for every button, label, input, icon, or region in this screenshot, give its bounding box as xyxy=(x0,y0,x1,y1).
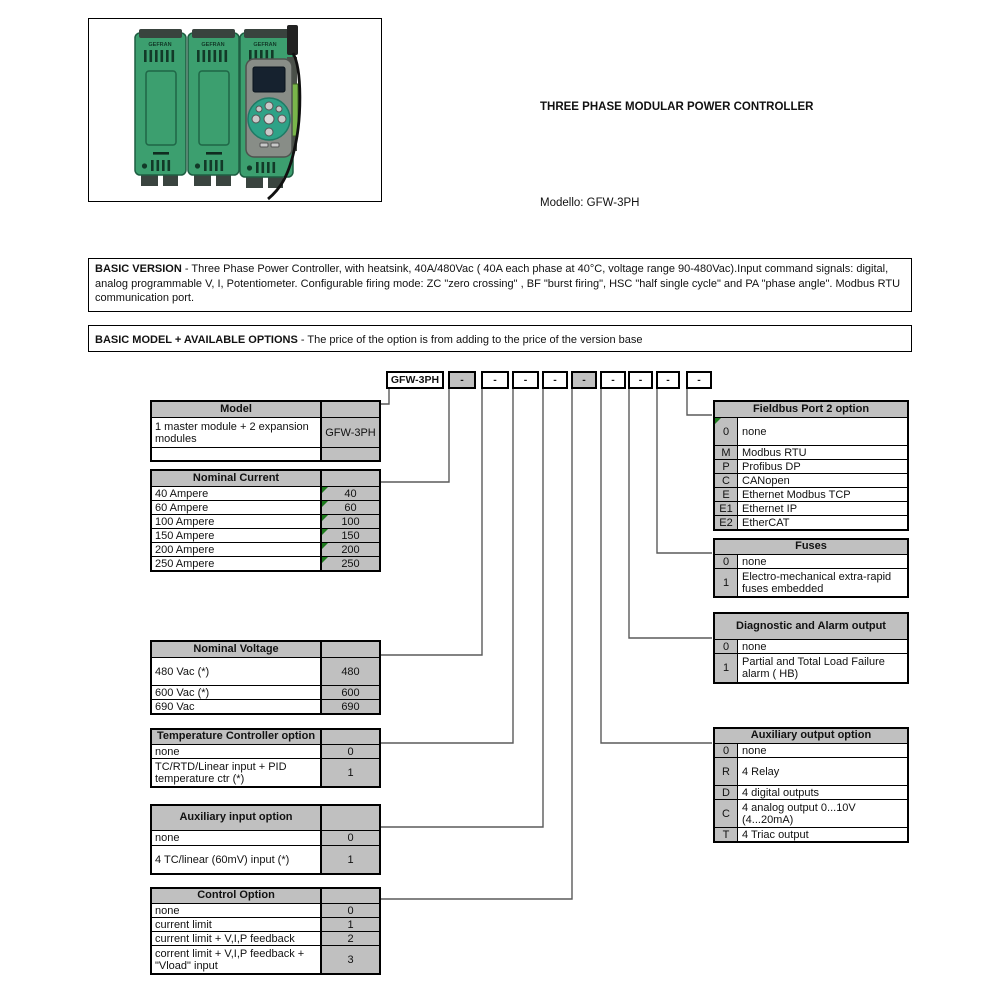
option-label: current limit + V,I,P feedback xyxy=(152,932,322,945)
option-code xyxy=(715,474,738,487)
option-code xyxy=(715,502,738,515)
option-code xyxy=(715,828,738,841)
option-code-text: D xyxy=(722,786,730,799)
code-segment-box-3: - xyxy=(512,371,539,389)
table-header: Diagnostic and Alarm output xyxy=(715,614,907,639)
table-header: Auxiliary input option xyxy=(152,806,322,830)
option-code-text: T xyxy=(722,828,730,841)
option-code-text: 0 xyxy=(347,832,354,844)
table-header: Control Option xyxy=(152,889,322,903)
option-code-text: GFW-3PH xyxy=(325,426,376,439)
option-label: none xyxy=(152,904,322,917)
option-label: none xyxy=(152,745,322,758)
option-label: current limit xyxy=(152,918,322,931)
option-code-text: 1 xyxy=(722,662,730,674)
option-code xyxy=(715,418,738,445)
option-code xyxy=(322,759,379,786)
option-code-text: E1 xyxy=(719,502,733,515)
header-value-cell xyxy=(322,642,379,657)
header-value-cell xyxy=(322,402,379,417)
table-row xyxy=(715,515,907,529)
table-row xyxy=(715,639,907,653)
model-label: Modello: GFW-3PH xyxy=(540,197,640,209)
option-code-text: 200 xyxy=(341,543,360,556)
option-code-text: 0 xyxy=(347,745,354,758)
code-segment-box-7: - xyxy=(628,371,653,389)
table-row xyxy=(152,699,379,713)
option-code xyxy=(322,543,379,556)
option-code xyxy=(322,831,379,845)
table-row xyxy=(152,417,379,447)
option-code-text: 1 xyxy=(347,918,354,931)
option-label: Profibus DP xyxy=(738,460,907,473)
option-label: EtherCAT xyxy=(738,516,907,529)
basic-version-text: - Three Phase Power Controller, with heatsink, 40A/480Vac ( 40A each phase at 40°C, voltage range 90-480Vac).Input command signals: digital, analog programmable V, I, Potentiometer. Configurable firing mode: ZC "zero crossing" , BF "burst firing", HSC "half single cycle" and PA "phase angle". Modbus RTU communication port. xyxy=(95,263,901,304)
table-row xyxy=(715,487,907,501)
option-label: none xyxy=(738,418,907,445)
product-photo xyxy=(89,19,383,203)
auxiliary-input-table xyxy=(150,804,381,875)
option-code xyxy=(715,569,738,596)
table-row xyxy=(152,931,379,945)
table-header: Auxiliary output option xyxy=(715,729,907,743)
option-code-text: 0 xyxy=(722,640,730,653)
table-row xyxy=(715,445,907,459)
option-label: none xyxy=(738,640,907,653)
option-code xyxy=(322,557,379,570)
option-code xyxy=(715,758,738,785)
table-row xyxy=(152,556,379,570)
code-segment-box-4: - xyxy=(542,371,568,389)
table-row xyxy=(152,528,379,542)
basic-model-heading: BASIC MODEL + AVAILABLE OPTIONS xyxy=(95,334,298,346)
code-segment-box-1: - xyxy=(448,371,476,389)
option-code xyxy=(715,640,738,653)
option-code xyxy=(322,946,379,973)
option-code xyxy=(322,745,379,758)
option-code xyxy=(715,555,738,568)
option-label: 600 Vac (*) xyxy=(152,686,322,699)
option-code xyxy=(322,918,379,931)
option-code-text: 1 xyxy=(347,766,354,779)
option-code-text: 1 xyxy=(347,853,354,866)
diagnostic-alarm-table xyxy=(713,612,909,684)
basic-version-heading: BASIC VERSION xyxy=(95,263,182,275)
option-code xyxy=(715,800,738,827)
option-code xyxy=(322,700,379,713)
fieldbus-port2-table xyxy=(713,400,909,531)
option-code-text: E2 xyxy=(719,516,733,529)
option-code xyxy=(322,515,379,528)
option-code xyxy=(322,487,379,500)
option-label: none xyxy=(738,744,907,757)
option-code xyxy=(715,460,738,473)
basic-model-text: - The price of the option is from adding to the price of the version base xyxy=(297,334,643,346)
option-label: Partial and Total Load Failure alarm ( HB) xyxy=(738,654,907,682)
table-header: Fuses xyxy=(715,540,907,554)
basic-version-description xyxy=(88,258,912,312)
option-code xyxy=(322,846,379,873)
option-label: none xyxy=(152,831,322,845)
option-label: 150 Ampere xyxy=(152,529,322,542)
option-code xyxy=(322,501,379,514)
option-code-text: 2 xyxy=(347,932,354,945)
option-label: CANopen xyxy=(738,474,907,487)
table-row xyxy=(715,501,907,515)
option-label: Ethernet IP xyxy=(738,502,907,515)
option-code xyxy=(715,786,738,799)
option-code-text: 60 xyxy=(344,501,357,514)
option-code xyxy=(322,448,379,460)
option-code xyxy=(715,744,738,757)
handheld-programmer xyxy=(246,59,292,157)
nominal-current-table xyxy=(150,469,381,572)
option-code xyxy=(715,654,738,682)
option-code-text: 600 xyxy=(341,686,360,699)
table-row xyxy=(715,653,907,682)
nominal-voltage-table xyxy=(150,640,381,715)
option-code-text: C xyxy=(722,807,730,820)
note-marker-icon xyxy=(322,543,328,549)
option-label: none xyxy=(738,555,907,568)
code-segment-box-6: - xyxy=(600,371,626,389)
option-code-text: 690 xyxy=(341,700,360,713)
table-row xyxy=(715,554,907,568)
note-marker-icon xyxy=(322,515,328,521)
table-row xyxy=(152,903,379,917)
option-label: 690 Vac xyxy=(152,700,322,713)
table-header: Fieldbus Port 2 option xyxy=(715,402,907,417)
option-code xyxy=(715,516,738,529)
option-code-text: 100 xyxy=(341,515,360,528)
brand-logo: GEFRAN xyxy=(148,42,172,48)
option-label: 100 Ampere xyxy=(152,515,322,528)
option-code-text: 3 xyxy=(347,953,354,966)
option-code-text: P xyxy=(722,460,730,473)
option-code xyxy=(322,932,379,945)
table-header: Temperature Controller option xyxy=(152,730,322,744)
table-row xyxy=(715,417,907,445)
option-label: 4 digital outputs xyxy=(738,786,907,799)
table-row xyxy=(152,917,379,931)
table-row xyxy=(152,758,379,786)
note-marker-icon xyxy=(322,501,328,507)
table-row xyxy=(715,757,907,785)
auxiliary-output-table xyxy=(713,727,909,843)
option-code-text: 150 xyxy=(341,529,360,542)
option-code-text: 0 xyxy=(722,555,730,568)
table-row xyxy=(152,447,379,460)
code-segment-box-5: - xyxy=(571,371,597,389)
option-label: 480 Vac (*) xyxy=(152,658,322,685)
temperature-controller-table xyxy=(150,728,381,788)
header-value-cell xyxy=(322,889,379,903)
option-label: 60 Ampere xyxy=(152,501,322,514)
table-row xyxy=(152,657,379,685)
option-label: 40 Ampere xyxy=(152,487,322,500)
table-row xyxy=(715,827,907,841)
option-code-text: C xyxy=(722,474,730,487)
option-label: 4 Relay xyxy=(738,758,907,785)
option-code xyxy=(322,686,379,699)
option-label: 250 Ampere xyxy=(152,557,322,570)
table-row xyxy=(152,945,379,973)
option-code-text: E xyxy=(722,488,730,501)
table-header: Nominal Current xyxy=(152,471,322,486)
header-value-cell xyxy=(322,730,379,744)
header-value-cell xyxy=(322,471,379,486)
option-code xyxy=(715,488,738,501)
option-code xyxy=(322,418,379,447)
page-title: THREE PHASE MODULAR POWER CONTROLLER xyxy=(540,101,814,113)
table-row xyxy=(715,785,907,799)
option-label: 4 analog output 0...10V (4...20mA) xyxy=(738,800,907,827)
note-marker-icon xyxy=(322,529,328,535)
header-value-cell xyxy=(322,806,379,830)
product-photo-frame xyxy=(88,18,382,202)
fuses-table xyxy=(713,538,909,598)
table-row xyxy=(152,685,379,699)
table-row xyxy=(715,459,907,473)
option-label: corrent limit + V,I,P feedback + "Vload" input xyxy=(152,946,322,973)
table-row xyxy=(715,473,907,487)
option-code xyxy=(715,446,738,459)
table-row xyxy=(152,830,379,845)
note-marker-icon xyxy=(715,418,721,424)
option-label xyxy=(152,448,322,460)
option-code-text: 0 xyxy=(722,744,730,757)
option-code-text: 1 xyxy=(722,576,730,589)
code-segment-box-8: - xyxy=(656,371,680,389)
note-marker-icon xyxy=(322,487,328,493)
option-label: 4 TC/linear (60mV) input (*) xyxy=(152,846,322,873)
table-row xyxy=(715,799,907,827)
option-code-text: 40 xyxy=(344,487,357,500)
table-row xyxy=(152,500,379,514)
option-code xyxy=(322,904,379,917)
code-segment-box-2: - xyxy=(481,371,509,389)
table-row xyxy=(715,568,907,596)
option-code-text: 0 xyxy=(722,425,730,438)
option-code-text: 0 xyxy=(347,904,354,917)
note-marker-icon xyxy=(322,557,328,563)
option-label: TC/RTD/Linear input + PID temperature ctr (*) xyxy=(152,759,322,786)
table-row xyxy=(152,486,379,500)
option-code xyxy=(322,529,379,542)
basic-model-options-description xyxy=(88,325,912,352)
option-label: 1 master module + 2 expansion modules xyxy=(152,418,322,447)
option-label: Electro-mechanical extra-rapid fuses embedded xyxy=(738,569,907,596)
brand-logo: GEFRAN xyxy=(201,42,225,48)
model-table xyxy=(150,400,381,462)
option-code xyxy=(322,658,379,685)
option-code-text: M xyxy=(721,446,731,459)
brand-logo: GEFRAN xyxy=(253,42,277,48)
table-header: Nominal Voltage xyxy=(152,642,322,657)
option-code-text: R xyxy=(722,765,730,778)
code-segment-box-9: - xyxy=(686,371,712,389)
table-row xyxy=(152,514,379,528)
control-option-table xyxy=(150,887,381,975)
option-label: Modbus RTU xyxy=(738,446,907,459)
ordering-code-model-box: GFW-3PH xyxy=(386,371,444,389)
table-row xyxy=(152,542,379,556)
option-code-text: 250 xyxy=(341,557,360,570)
option-label: 200 Ampere xyxy=(152,543,322,556)
table-row xyxy=(152,845,379,873)
table-row xyxy=(715,743,907,757)
table-header: Model xyxy=(152,402,322,417)
option-label: 4 Triac output xyxy=(738,828,907,841)
option-label: Ethernet Modbus TCP xyxy=(738,488,907,501)
table-row xyxy=(152,744,379,758)
option-code-text: 480 xyxy=(341,665,360,678)
